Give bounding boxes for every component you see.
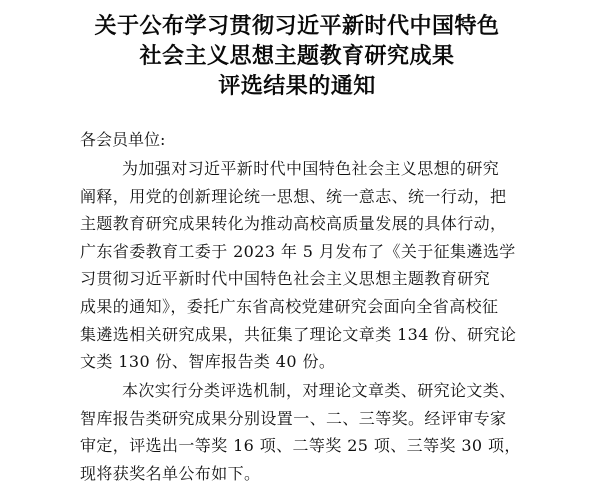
title-line: 社会主义思想主题教育研究成果	[139, 44, 455, 69]
title-line: 关于公布学习贯彻习近平新时代中国特色	[94, 14, 500, 39]
paragraph-line: 现将获奖名单公布如下。	[80, 463, 261, 483]
salutation: 各会员单位:	[80, 130, 166, 149]
paragraph-line: 审定，评选出一等奖 16 项、二等奖 25 项、三等奖 30 项，	[80, 436, 521, 456]
body-paragraph	[80, 377, 540, 487]
paragraph-line: 主题教育研究成果转化为推动高校高质量发展的具体行动，	[80, 214, 507, 234]
paragraph-line: 文类 130 份、智库报告类 40 份。	[80, 352, 336, 372]
paragraph-line: 习贯彻习近平新时代中国特色社会主义思想主题教育研究	[80, 269, 491, 289]
paragraph-line: 广东省委教育工委于 2023 年 5 月发布了《关于征集遴选学	[80, 241, 516, 261]
paragraph-line: 智库报告类研究成果分别设置一、二、三等奖。经评审专家	[80, 408, 507, 428]
document-title	[0, 12, 594, 102]
body-paragraph	[80, 155, 540, 376]
title-line: 评选结果的通知	[218, 74, 376, 99]
paragraph-line: 成果的通知》，委托广东省高校党建研究会面向全省高校征	[80, 296, 499, 316]
paragraph-line: 阐释，用党的创新理论统一思想、统一意志、统一行动，把	[80, 186, 507, 206]
paragraph-line: 本次实行分类评选机制，对理论文章类、研究论文类、	[122, 381, 516, 400]
paragraph-line: 为加强对习近平新时代中国特色社会主义思想的研究	[122, 159, 500, 178]
paragraph-line: 集遴选相关研究成果，共征集了理论文章类 134 份、研究论	[80, 324, 517, 344]
